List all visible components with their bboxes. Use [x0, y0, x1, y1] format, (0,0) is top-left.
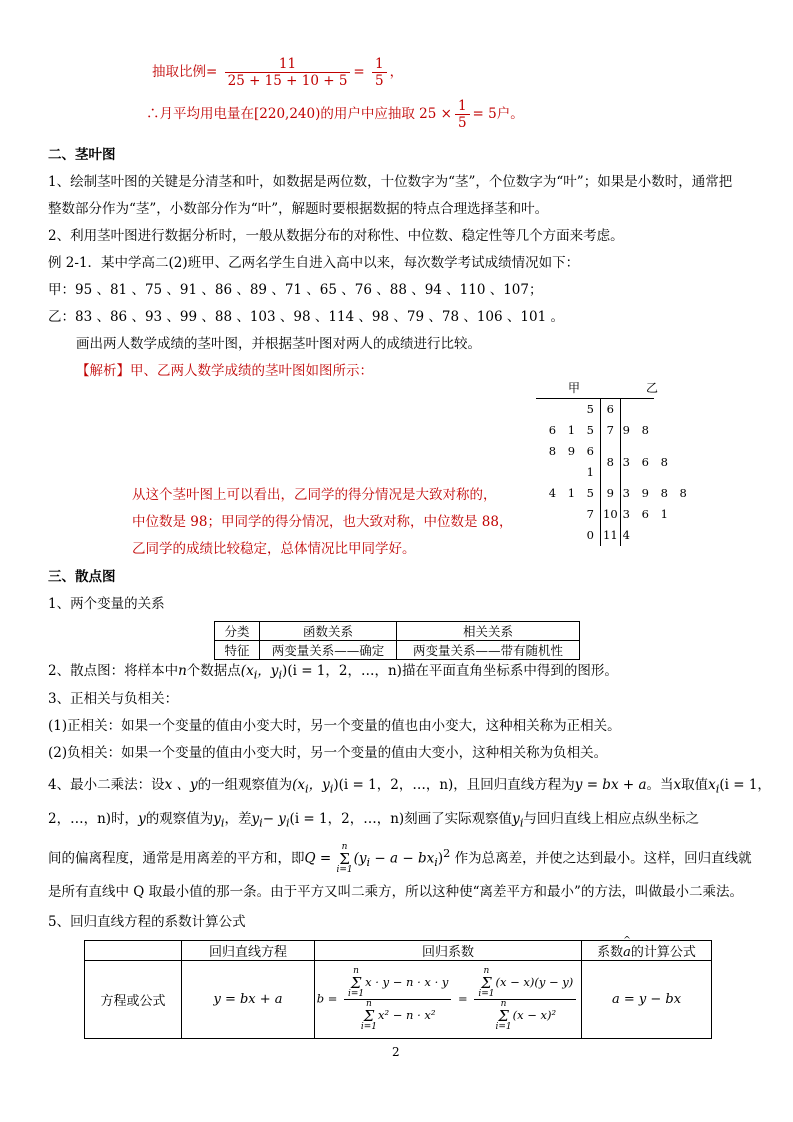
b-frac1-num-text: x · y − n · x · y — [365, 975, 449, 989]
stem-leaf-left: 5 — [586, 402, 598, 416]
stem-leaf-left: 6 1 5 — [548, 423, 598, 437]
section-2-title: 二、茎叶图 — [48, 147, 116, 163]
ls2-h: − y — [262, 811, 286, 827]
b-frac1-num: n Σ i=1x · y − n · x · y — [344, 967, 451, 1000]
stem-leaf-stem: 10 — [601, 504, 621, 525]
scatter-para-1: 1、两个变量的关系 — [48, 596, 165, 612]
ls-c: 的一组观察值为 — [197, 777, 293, 793]
least-squares-2: 2，…，n)时，y的观察值为$y_i$，差$y_i- y_i(i = 1$，2，…，n)刻画了实际观察值$y_i$与回归直线上相应点纵坐标之 — [48, 811, 699, 830]
stem-leaf-plot — [536, 376, 716, 546]
ls2-d: 的观察值为 — [145, 811, 214, 827]
formula-table-h1: 回归直线方程 — [182, 941, 315, 961]
sum-symbol: n Σ i=1 — [336, 842, 353, 875]
sample-fraction — [455, 98, 470, 131]
sample-frac-num: 1 — [455, 98, 470, 115]
negative-corr: (2)负相关：如果一个变量的值由小变大时，另一个变量的值由大变小，这种相关称为负相关。 — [48, 745, 608, 761]
formula-h3-ahat: ^ a — [623, 945, 631, 960]
scatter-def-b: 个数据点 — [186, 663, 241, 679]
b-frac1-den: n Σ i=1x² − n · x² — [360, 999, 436, 1032]
stem-leaf-right: 3 9 8 8 — [622, 486, 691, 500]
sample-frac-den: 5 — [457, 115, 467, 131]
ls3-d: − a − bx — [370, 850, 435, 867]
stem-leaf-left: 8 9 6 1 — [548, 444, 598, 479]
least-squares-1: 4、最小二乘法：设x 、y的一组观察值为($x_i$，$y_i)(i = 1$，2，…，n)，且回归直线方程为y = bx + a。当x取值$x_i(i = 1$， — [48, 777, 771, 796]
stem-leaf-stem: 8 — [601, 441, 621, 483]
stem-leaf-left: 7 — [586, 507, 598, 521]
scatter-def-pt3: )(i = 1，2，…，n) — [282, 663, 402, 679]
stem-leaf-stem: 9 — [601, 483, 621, 504]
sample-interval: [220,240) — [254, 106, 321, 122]
stem-leaf-right: 4 — [622, 528, 634, 542]
ls2-k: y — [512, 811, 520, 827]
ratio-result — [372, 56, 387, 89]
ratio-result-den: 5 — [375, 73, 384, 89]
stem-leaf-row — [536, 441, 695, 483]
conclusion-2: 中位数是 98；甲同学的得分情况，也大致对称，中位数是 88， — [132, 514, 513, 530]
ls3-a: 间的偏离程度，通常是用离差的平方和，即 — [48, 850, 305, 867]
ls-b: x 、y — [164, 777, 198, 793]
formula-table — [84, 940, 712, 1039]
ls-j: x — [673, 777, 682, 793]
formula-table-r0: 方程或公式 — [85, 961, 182, 1039]
positive-corr: (1)正相关：如果一个变量的值由小变大时，另一个变量的值也由小变大，这种相关称为正相关。 — [48, 718, 621, 734]
ratio-equals: = — [353, 64, 365, 80]
least-squares-3: 间的偏离程度，通常是用离差的平方和，即Q = n Σ $i=1(y_i - a - bx_i)^2$ 作为总离差，并使之达到最小。这样，回归直线就 — [48, 842, 752, 875]
stem-leaf-row — [536, 399, 695, 420]
regression-equation: y = bx + a — [182, 961, 315, 1039]
stem-leaf-row — [536, 483, 695, 504]
formula-table-h3 — [582, 941, 712, 961]
b-frac1-den-text: x² − n · x² — [378, 1008, 436, 1022]
scatter-def-c: 描在平面直角坐标系中得到的图形。 — [401, 663, 618, 679]
ls2-i: (i = 1，2，…，n) — [289, 811, 405, 827]
b-frac2-num-text: (x − x)(y − y) — [495, 975, 574, 989]
stem-leaf-right: 3 6 8 — [622, 454, 672, 469]
least-squares-4: 是所有直线中 Q 取最小值的那一条。由于平方又叫二乘方，所以这种使“离差平方和最小”的方法，叫做最小二乘法。 — [48, 884, 743, 900]
stem-leaf-row — [536, 525, 695, 546]
stem-para-1b: 整数部分作为“茎”，小数部分作为“叶”，解题时要根据数据的特点合理选择茎和叶。 — [48, 201, 549, 217]
stem-para-1a: 1、绘制茎叶图的关键是分清茎和叶，如数据是两位数，十位数字为“茎”，个位数字为“叶”；如果是小数时，通常把 — [48, 174, 733, 190]
stem-leaf-right — [620, 399, 695, 420]
scatter-def-a: 2、散点图：将样本中 — [48, 663, 179, 679]
regression-coefficient: b = n Σ i=1x · y − n · x · y n Σ i=1x² − n · x² = n Σ i=1(x − x)(y − y) n Σ i=1(x − x)² — [315, 961, 582, 1039]
sample-line — [146, 97, 524, 131]
formula-h3-a: 系数 — [597, 945, 624, 960]
stem-leaf-row — [536, 420, 695, 441]
page-number: 2 — [392, 1045, 400, 1059]
formula-table-h0 — [85, 941, 182, 961]
relation-table-r3: 两变量关系——带有随机性 — [397, 641, 580, 660]
ls-d: (x — [292, 777, 306, 793]
ls-a: 4、最小二乘法：设 — [48, 777, 165, 793]
formula-heading: 5、回归直线方程的系数计算公式 — [48, 914, 246, 930]
ratio-numerator: 11 — [225, 56, 351, 73]
stem-leaf-row — [536, 504, 695, 525]
ratio-denominator: 25 + 15 + 10 + 5 — [227, 73, 348, 89]
sample-pre: ∴月平均用电量在 — [146, 106, 254, 122]
ls-e: ，y — [308, 777, 330, 793]
ls3-q: Q = — [304, 850, 332, 867]
stem-leaf-stem: 7 — [601, 420, 621, 441]
relation-table-r1: 特征 — [215, 641, 260, 660]
b-frac2-den-text: (x − x)² — [512, 1008, 557, 1022]
solution-line: 【解析】甲、乙两人数学成绩的茎叶图如图所示： — [76, 363, 373, 379]
relation-table-h2: 函数关系 — [260, 622, 397, 641]
sample-mid: 的用户中应抽取 — [320, 106, 415, 122]
ls-i: 。当 — [646, 777, 674, 793]
ls-l: x — [708, 777, 716, 793]
formula-table-h2: 回归系数 — [315, 941, 582, 961]
scatter-def-pt1: (x — [240, 663, 254, 679]
ls3-e: ) — [437, 850, 444, 867]
formula-h3-c: 的计算公式 — [630, 945, 696, 960]
relation-table — [214, 621, 580, 660]
ls-h: y = bx + a — [574, 777, 647, 793]
ratio-fraction — [225, 56, 351, 89]
stem-leaf-header-right: 乙 — [646, 381, 659, 395]
ls2-e: y — [213, 811, 221, 827]
ls2-f: ，差 — [224, 811, 252, 827]
ls-f: )(i = 1，2，…，n) — [333, 777, 454, 793]
ratio-result-num: 1 — [372, 56, 387, 73]
scatter-para-3: 3、正相关与负相关： — [48, 691, 179, 707]
ls3-f: 作为总离差，并使之达到最小。这样，回归直线就 — [454, 850, 752, 867]
relation-table-h3: 相关关系 — [397, 622, 580, 641]
scores-jia: 甲：95 、81 、75 、91 、86 、89 、71 、65 、76 、88 、94 、110 、107； — [48, 282, 543, 298]
stem-leaf-header — [536, 376, 716, 398]
ls2-g: y — [251, 811, 260, 827]
ratio-line: 抽取比例= $\frac{11}{25 + 15 + 10 + 5}$ = $\frac{1}{5}$ ， — [152, 56, 404, 89]
stem-leaf-right: 9 8 — [622, 423, 653, 437]
scatter-def-pt2: ，y — [257, 663, 279, 679]
ls3-c: (y — [353, 850, 367, 867]
stem-leaf-header-left: 甲 — [568, 381, 581, 395]
ls-k: 取值 — [681, 777, 709, 793]
example-task: 画出两人数学成绩的茎叶图，并根据茎叶图对两人的成绩进行比较。 — [76, 336, 481, 352]
stem-leaf-left: 4 1 5 — [548, 486, 598, 500]
sample-result: = 5 — [472, 106, 497, 122]
stem-leaf-stem: 6 — [601, 399, 621, 420]
stem-leaf-table — [536, 399, 695, 546]
scores-yi: 乙：83 、86 、93 、99 、88 、103 、98 、114 、98 、79 、78 、106 、101 。 — [48, 309, 564, 325]
b-fraction-2 — [474, 967, 576, 1032]
ratio-end: ， — [389, 64, 404, 80]
relation-table-r2: 两变量关系——确定 — [260, 641, 397, 660]
conclusion-1: 从这个茎叶图上可以看出，乙同学的得分情况是大致对称的， — [132, 487, 497, 503]
stem-leaf-left: 0 — [586, 528, 598, 542]
ls2-b: 时， — [111, 811, 139, 827]
ratio-label: 抽取比例 — [152, 64, 206, 80]
ls2-c: y — [138, 811, 146, 827]
sample-end: 户。 — [496, 106, 524, 122]
scatter-para-2: 2、散点图：将样本中n个数据点($x_i$，$y_i)(i = 1$，2，…，n)描在平面直角坐标系中得到的图形。 — [48, 663, 618, 682]
stem-para-2: 2、利用茎叶图进行数据分析时，一般从数据分布的对称性、中位数、稳定性等几个方面来考虑。 — [48, 228, 624, 244]
a-formula: a = y − bx — [582, 961, 712, 1039]
scatter-def-n: n — [178, 663, 187, 679]
conclusion-3: 乙同学的成绩比较稳定，总体情况比甲同学好。 — [132, 541, 416, 557]
stem-leaf-stem: 11 — [601, 525, 621, 546]
example-2-1: 例 2-1．某中学高二(2)班甲、乙两名学生自进入高中以来，每次数学考试成绩情况如下： — [48, 255, 580, 271]
ls2-l: 与回归直线上相应点纵坐标之 — [523, 811, 699, 827]
ls2-j: 刻画了实际观察值 — [404, 811, 513, 827]
b-frac2-den: n Σ i=1(x − x)² — [495, 999, 557, 1032]
b-lhs: b = — [316, 991, 338, 1006]
ls2-a: 2，…，n) — [48, 811, 112, 827]
ls-m: (i = 1， — [719, 777, 771, 793]
relation-table-h1: 分类 — [215, 622, 260, 641]
section-3-title: 三、散点图 — [48, 569, 116, 585]
sample-calc: 25 × — [419, 106, 452, 122]
stem-leaf-right: 3 6 1 — [622, 507, 672, 521]
b-frac2-num: n Σ i=1(x − x)(y − y) — [474, 967, 576, 1000]
ls-g: ，且回归直线方程为 — [453, 777, 575, 793]
b-fraction-1 — [344, 967, 451, 1032]
